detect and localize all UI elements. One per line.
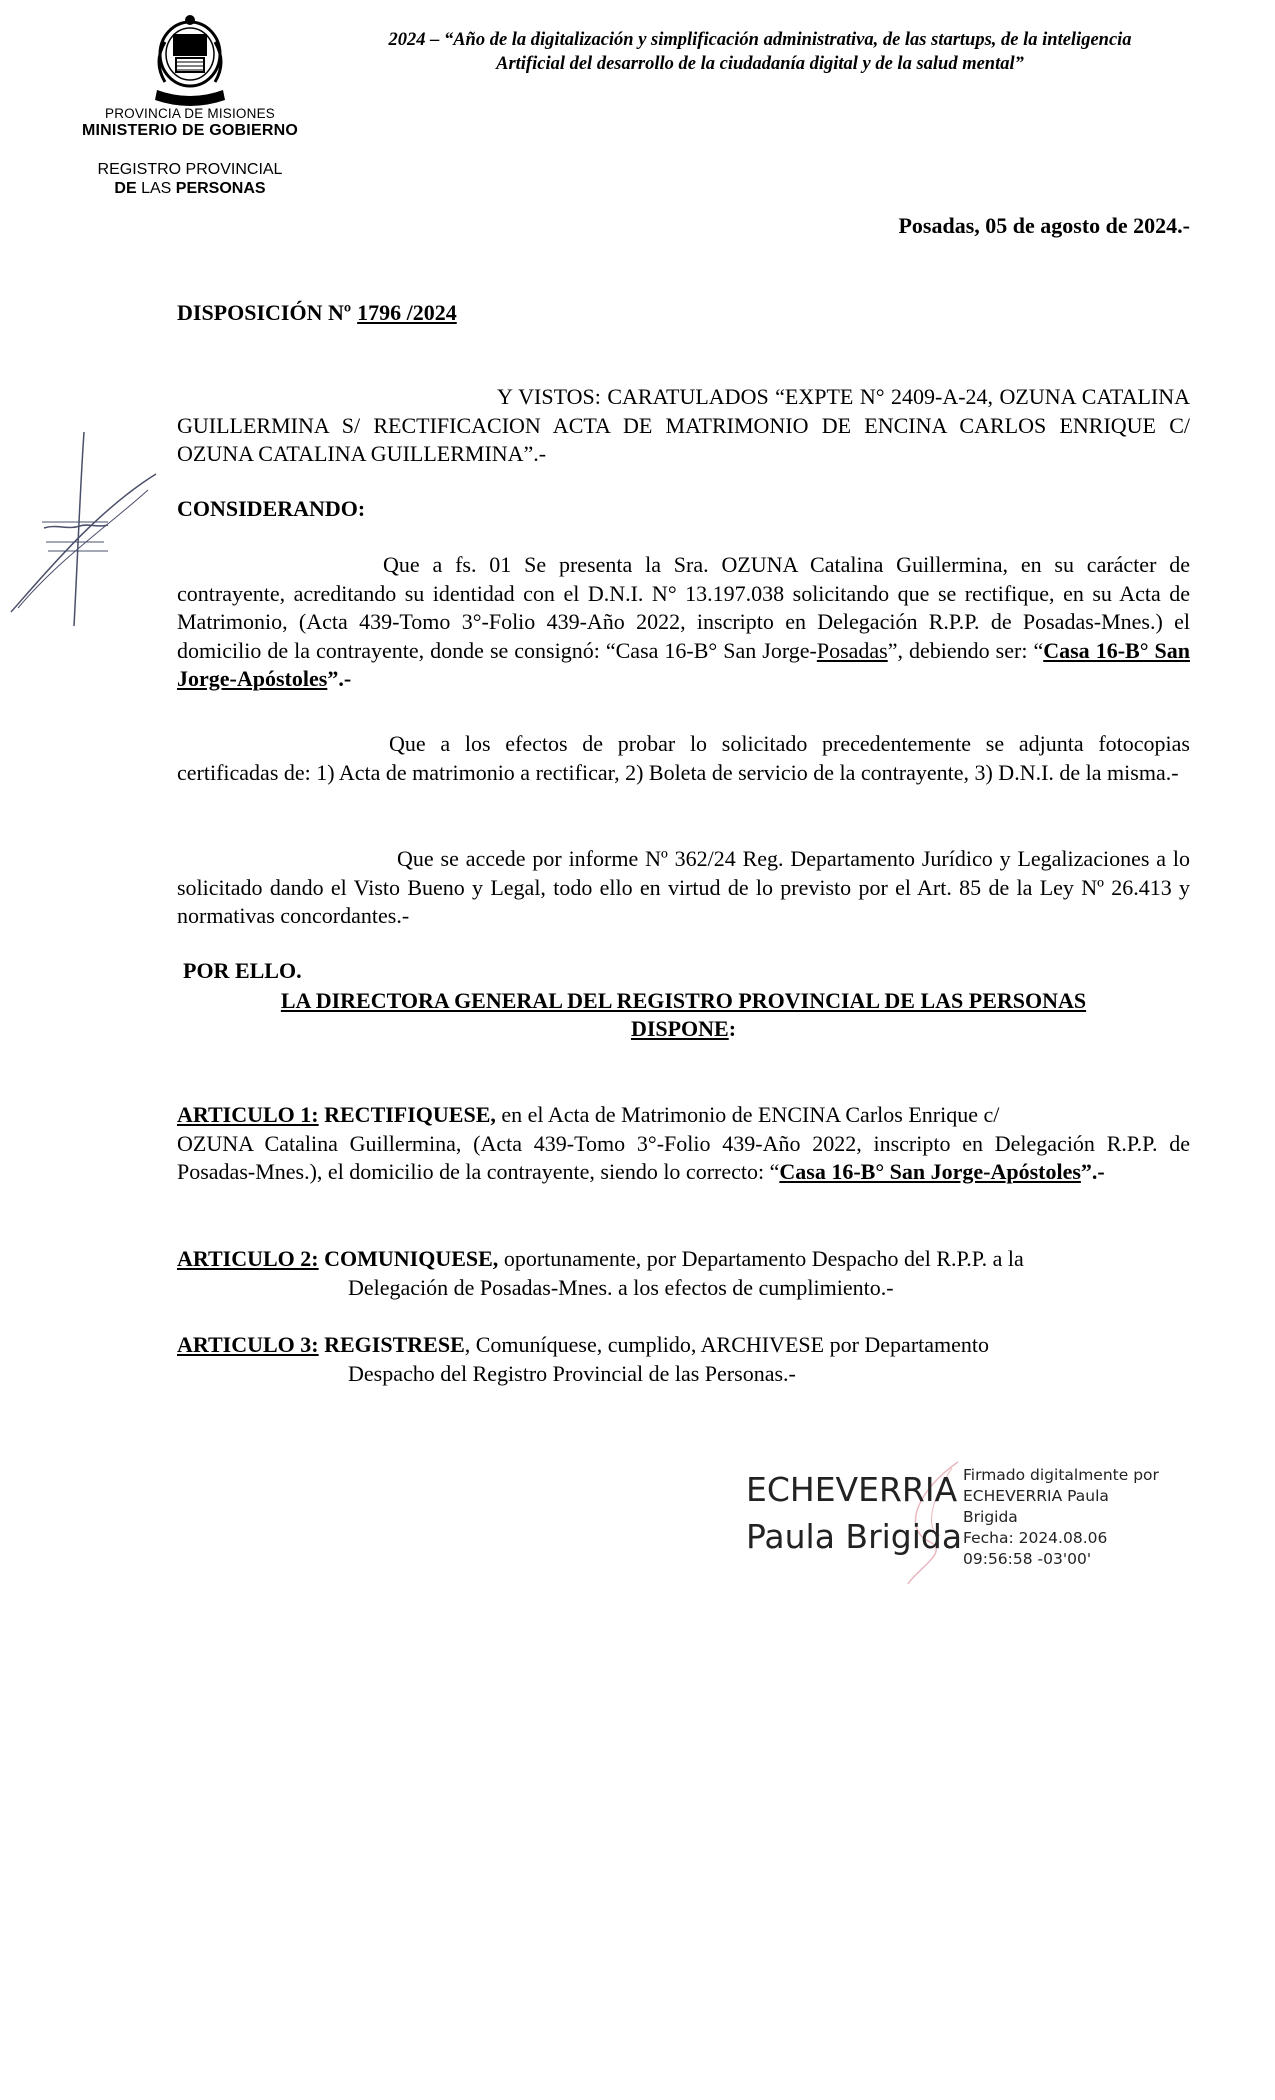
article-1	[177, 1101, 1190, 1187]
digital-signature-details	[963, 1465, 1159, 1570]
motto-line-2: Artificial del desarrollo de la ciudadanía digital y de la salud mental”	[496, 54, 1024, 74]
article-1-correct-address: Casa 16-B° San Jorge-Apóstoles	[779, 1159, 1081, 1184]
province-seal-logo	[143, 12, 237, 108]
article-1-keyword: RECTIFIQUESE,	[324, 1102, 496, 1127]
paragraph-1-text: Que a fs. 01 Se presenta la Sra. OZUNA Catalina Guillermina, en su carácter de contrayente, acreditando su identidad con el D.N.I. N° 13.197.038 solicitando que se rectifique, en su Acta de Matrimonio, (Acta 439-Tomo 3°-Folio 439-Año 2022, inscripto en Delegación R.P.P. de Posadas-Mnes.) el domicilio de la contrayente, donde se consignó: “Casa 16-B° San Jorge-	[177, 552, 1190, 663]
article-2-text-a: oportunamente, por Departamento Despacho del R.P.P. a la	[498, 1246, 1024, 1271]
signature-detail-line: Brigida	[963, 1508, 1018, 1526]
vistos-text: Y VISTOS: CARATULADOS “EXPTE N° 2409-A-24, OZUNA CATALINA GUILLERMINA S/ RECTIFICACION ACTA DE MATRIMONIO DE ENCINA CARLOS ENRIQUE C/ OZUNA CATALINA GUILLERMINA”.-	[177, 384, 1190, 466]
initials-signature	[8, 430, 158, 630]
article-2	[177, 1245, 1190, 1302]
dispone-text: DISPONE	[630, 1016, 729, 1041]
paragraph-3-text: Que se accede por informe Nº 362/24 Reg. Departamento Jurídico y Legalizaciones a lo solicitado dando el Visto Bueno y Legal, todo ello en virtud de lo previsto por el Art. 85 de la Ley Nº 26.413 y normativas concordantes.-	[177, 846, 1190, 928]
considerando-paragraph-3	[177, 845, 1190, 931]
article-3	[177, 1331, 1190, 1388]
article-3-text-a: , Comuníquese, cumplido, ARCHIVESE por Departamento	[464, 1332, 990, 1357]
article-2-keyword: COMUNIQUESE,	[324, 1246, 499, 1271]
article-1-label: ARTICULO 1:	[177, 1102, 319, 1127]
considerando-paragraph-1	[177, 551, 1190, 694]
article-1-end: ”.-	[1080, 1159, 1105, 1184]
digital-signature-name	[746, 1466, 962, 1560]
disposition-number: 1796 /2024	[357, 300, 457, 325]
por-ello-heading: POR ELLO.	[183, 958, 302, 983]
motto-line-1: 2024 – “Año de la digitalización y simplificación administrativa, de las startups, de la inteligencia	[388, 30, 1132, 50]
paragraph-1-end: ”.-	[327, 666, 352, 691]
signature-name-line-2: Paula Brigida	[746, 1517, 963, 1556]
registry-de: DE	[114, 180, 137, 197]
disposition-label: DISPOSICIÓN Nº	[177, 300, 352, 325]
article-2-text-b: Delegación de Posadas-Mnes. a los efectos de cumplimiento.-	[348, 1274, 894, 1300]
article-1-text-b: OZUNA Catalina Guillermina, (Acta 439-Tomo 3°-Folio 439-Año 2022, inscripto en Delegación R.P.P. de Posadas-Mnes.), el domicilio de la contrayente, siendo lo correcto: “	[177, 1130, 1190, 1184]
registry-name	[60, 160, 320, 198]
considerando-heading: CONSIDERANDO:	[177, 496, 366, 521]
disposition-title	[177, 300, 457, 326]
document-date: Posadas, 05 de agosto de 2024.-	[898, 213, 1190, 238]
organization-header	[60, 106, 320, 140]
year-motto	[330, 28, 1190, 76]
article-3-keyword: REGISTRESE	[324, 1332, 465, 1357]
dispone-colon: :	[728, 1016, 737, 1041]
article-1-text-a: en el Acta de Matrimonio de ENCINA Carlos Enrique c/	[495, 1102, 1000, 1127]
signature-detail-line: Firmado digitalmente por	[963, 1466, 1159, 1484]
dispone-heading	[177, 1015, 1190, 1043]
registry-las: LAS	[136, 180, 176, 197]
registry-line-2	[60, 179, 320, 198]
article-3-label: ARTICULO 3:	[177, 1332, 319, 1357]
directora-heading	[177, 987, 1190, 1015]
signature-detail-line: 09:56:58 -03'00'	[963, 1550, 1092, 1568]
vistos-paragraph	[177, 383, 1190, 469]
article-3-text-b: Despacho del Registro Provincial de las Personas.-	[348, 1360, 796, 1386]
article-2-label: ARTICULO 2:	[177, 1246, 319, 1271]
signature-detail-line: ECHEVERRIA Paula	[963, 1487, 1109, 1505]
directora-text: LA DIRECTORA GENERAL DEL REGISTRO PROVINCIAL DE LAS PERSONAS	[280, 988, 1087, 1013]
paragraph-1-mid: ”, debiendo ser: “	[887, 637, 1044, 663]
paragraph-1-correct-address: Casa 16-B° San Jorge-Apóstoles	[177, 637, 1190, 691]
signature-detail-line: Fecha: 2024.08.06	[963, 1529, 1108, 1547]
registry-personas: PERSONAS	[175, 180, 266, 197]
province-name: PROVINCIA DE MISIONES	[105, 106, 275, 121]
paragraph-1-underlined: Posadas	[816, 637, 888, 663]
ministry-name: MINISTERIO DE GOBIERNO	[82, 122, 298, 139]
considerando-paragraph-2	[177, 730, 1190, 787]
signature-name-line-1: ECHEVERRIA	[746, 1470, 958, 1509]
registry-line-1: REGISTRO PROVINCIAL	[97, 161, 283, 178]
paragraph-2-text: Que a los efectos de probar lo solicitado precedentemente se adjunta fotocopias certificadas de: 1) Acta de matrimonio a rectificar, 2) Boleta de servicio de la contrayente, 3) D.N.I. de la misma.-	[177, 731, 1190, 785]
